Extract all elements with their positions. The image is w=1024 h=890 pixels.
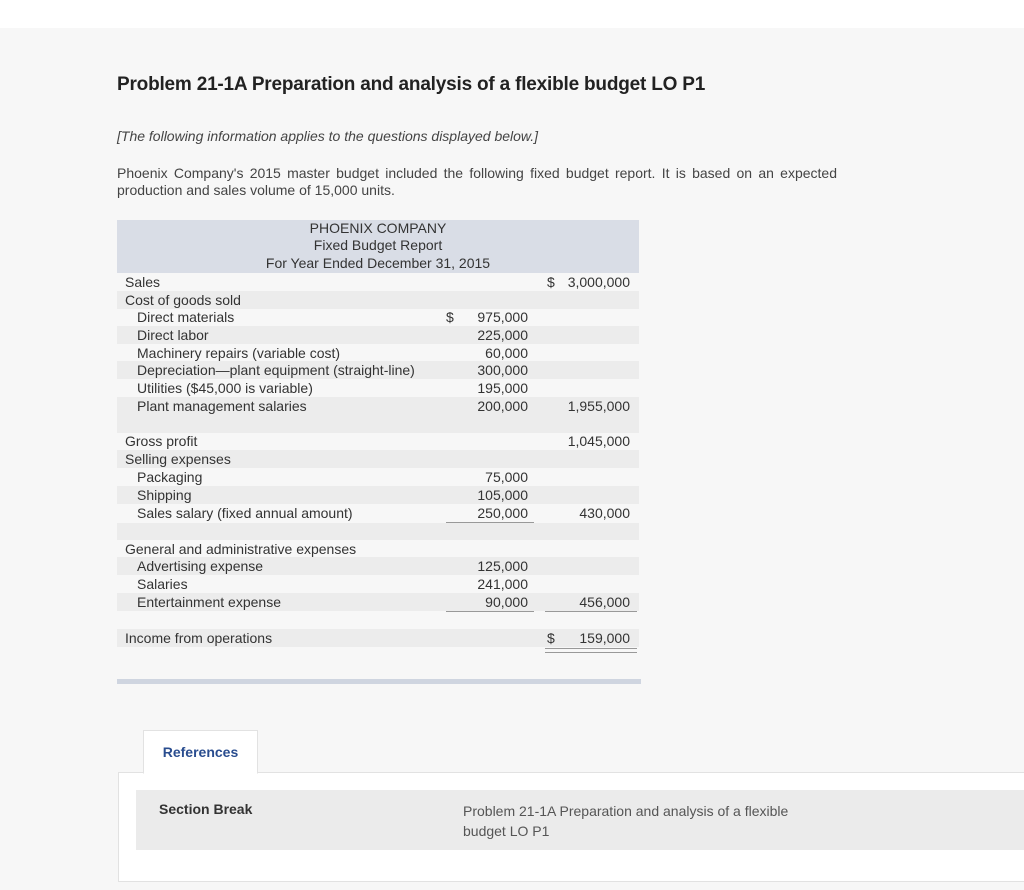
table-row-spacer bbox=[117, 612, 639, 629]
table-row bbox=[117, 397, 639, 415]
table-row-spacer bbox=[117, 647, 639, 671]
row-amount: 300,000 bbox=[477, 362, 528, 378]
table-row bbox=[117, 575, 639, 593]
table-row bbox=[117, 593, 639, 611]
row-label: Depreciation—plant equipment (straight-line) bbox=[137, 362, 415, 378]
row-label: Selling expenses bbox=[125, 451, 231, 467]
question-page bbox=[0, 28, 1024, 890]
table-row bbox=[117, 629, 639, 647]
row-amount: 241,000 bbox=[477, 576, 528, 592]
row-amount: 200,000 bbox=[477, 398, 528, 414]
table-row bbox=[117, 504, 639, 522]
row-amount: 105,000 bbox=[477, 487, 528, 503]
problem-title: Problem 21-1A Preparation and analysis of a flexible budget LO P1 bbox=[117, 74, 706, 95]
section-break-panel bbox=[136, 790, 1024, 850]
row-amount: 90,000 bbox=[485, 594, 528, 610]
report-bottom-bar bbox=[117, 679, 641, 684]
currency-symbol: $ bbox=[547, 630, 555, 646]
table-row bbox=[117, 308, 639, 326]
row-amount: 60,000 bbox=[485, 345, 528, 361]
report-period: For Year Ended December 31, 2015 bbox=[265, 255, 491, 271]
report-header bbox=[117, 220, 639, 273]
section-break-description: Problem 21-1A Preparation and analysis of a flexible budget LO P1 bbox=[463, 803, 789, 839]
row-label: Utilities ($45,000 is variable) bbox=[137, 380, 313, 396]
table-row bbox=[117, 557, 639, 575]
problem-intro: Phoenix Company's 2015 master budget included the following fixed budget report. It is based on an expected production and sales volume of 15,000 units. bbox=[117, 165, 837, 198]
row-amount: 225,000 bbox=[477, 327, 528, 343]
row-total: 456,000 bbox=[579, 594, 630, 610]
table-row bbox=[117, 486, 639, 504]
row-amount: 195,000 bbox=[477, 380, 528, 396]
currency-symbol: $ bbox=[547, 274, 555, 290]
row-label: General and administrative expenses bbox=[125, 541, 357, 557]
references-tab[interactable]: References bbox=[143, 730, 258, 774]
table-row bbox=[117, 291, 639, 309]
row-amount: 250,000 bbox=[477, 505, 528, 521]
row-total: 3,000,000 bbox=[567, 274, 630, 290]
row-label: Machinery repairs (variable cost) bbox=[137, 345, 341, 361]
row-label: Sales salary (fixed annual amount) bbox=[137, 505, 353, 521]
table-row bbox=[117, 540, 639, 558]
row-label: Gross profit bbox=[125, 433, 198, 449]
row-label: Direct materials bbox=[137, 309, 235, 325]
table-row bbox=[117, 273, 639, 291]
report-name: Fixed Budget Report bbox=[313, 237, 443, 253]
instruction-note: [The following information applies to the questions displayed below.] bbox=[117, 128, 539, 144]
row-label: Income from operations bbox=[125, 630, 273, 646]
table-row bbox=[117, 450, 639, 468]
row-total: 430,000 bbox=[579, 505, 630, 521]
row-label: Advertising expense bbox=[137, 558, 264, 574]
fixed-budget-report bbox=[117, 220, 639, 680]
table-row bbox=[117, 344, 639, 362]
top-band bbox=[0, 0, 1024, 28]
row-amount: 975,000 bbox=[477, 309, 528, 325]
row-label: Entertainment expense bbox=[137, 594, 281, 610]
row-label: Direct labor bbox=[137, 327, 209, 343]
row-label: Plant management salaries bbox=[137, 398, 307, 414]
total-double-underline bbox=[545, 652, 637, 653]
row-amount: 75,000 bbox=[485, 469, 528, 485]
row-label: Salaries bbox=[137, 576, 188, 592]
row-total: 1,955,000 bbox=[567, 398, 630, 414]
row-label: Cost of goods sold bbox=[125, 292, 241, 308]
total-double-underline bbox=[545, 648, 637, 649]
table-row-spacer bbox=[117, 415, 639, 433]
row-amount: 125,000 bbox=[477, 558, 528, 574]
section-break-label: Section Break bbox=[159, 801, 253, 817]
row-label: Shipping bbox=[137, 487, 192, 503]
row-total: 159,000 bbox=[579, 630, 630, 646]
table-row bbox=[117, 432, 639, 450]
table-row bbox=[117, 468, 639, 486]
table-row bbox=[117, 379, 639, 397]
table-row bbox=[117, 326, 639, 344]
currency-symbol: $ bbox=[446, 309, 454, 325]
table-row-spacer bbox=[117, 523, 639, 540]
row-label: Packaging bbox=[137, 469, 203, 485]
row-label: Sales bbox=[125, 274, 161, 290]
table-row bbox=[117, 361, 639, 379]
report-company: PHOENIX COMPANY bbox=[309, 220, 447, 236]
row-total: 1,045,000 bbox=[567, 433, 630, 449]
